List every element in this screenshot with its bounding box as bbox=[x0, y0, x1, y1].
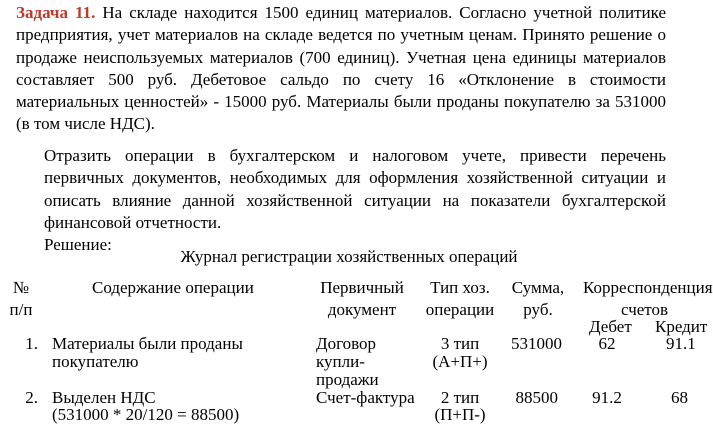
row-credit: 68 bbox=[671, 388, 688, 407]
header-corr-1: Корреспонденция bbox=[583, 278, 713, 297]
row-type-line-2: (П+П-) bbox=[434, 405, 486, 424]
header-num-2: п/п bbox=[9, 300, 33, 319]
journal-title: Журнал регистрации хозяйственных операций bbox=[180, 247, 518, 266]
row-sum: 88500 bbox=[515, 388, 558, 407]
row-doc-line-3: продажи bbox=[316, 370, 379, 389]
row-type-line-1: 3 тип bbox=[440, 334, 480, 353]
problem-text: На складе находится 1500 единиц материалов. Согласно учетной политике предприятия, учет материалов на складе ведется по учетным ценам. Принято решение о продаже неиспользуемых материалов (700 единиц). Учетная цена единицы материалов составляет 500 руб. Дебетовое сальдо по счету 16 «Отклонение в стоимости материальных ценностей» - 15000 руб. Материалы были проданы покупателю за 531000 (в том числе НДС). bbox=[16, 3, 666, 134]
header-credit: Кредит bbox=[655, 317, 708, 336]
instruction-text: Отразить операции в бухгалтерском и налоговом учете, привести перечень первичных документов, необходимых для оформления хозяйственной ситуации и описать влияние данной хозяйственной ситуации на показатели бухгалтерской финансовой отчетности. bbox=[44, 146, 666, 232]
row-num: 2. bbox=[25, 388, 38, 407]
row-content-line-1: Выделен НДС bbox=[52, 388, 156, 407]
row-debit: 62 bbox=[598, 334, 616, 353]
problem-label: Задача 11. bbox=[16, 3, 96, 22]
row-debit: 91.2 bbox=[592, 388, 622, 407]
header-sum-2: руб. bbox=[523, 300, 553, 319]
problem-statement bbox=[16, 2, 666, 136]
row-doc-line-1: Договор bbox=[316, 334, 377, 353]
row-type-line-1: 2 тип bbox=[440, 388, 480, 407]
solution-label: Решение: bbox=[44, 235, 112, 255]
row-doc-line-1: Счет-фактура bbox=[316, 388, 415, 407]
header-doc-1: Первичный bbox=[320, 278, 404, 297]
instruction-paragraph bbox=[16, 145, 666, 256]
header-doc-2: документ bbox=[327, 300, 397, 319]
row-credit: 91.1 bbox=[666, 334, 696, 353]
header-content: Содержание операции bbox=[92, 278, 254, 297]
row-sum: 531000 bbox=[511, 334, 562, 353]
header-sum-1: Сумма, bbox=[511, 278, 565, 297]
row-doc-line-2: купли- bbox=[316, 352, 365, 371]
row-type-line-2: (А+П+) bbox=[432, 352, 488, 371]
row-content-line-2: (531000 * 20/120 = 88500) bbox=[52, 405, 240, 424]
header-corr-2: счетов bbox=[621, 300, 669, 319]
row-content-line-2: покупателю bbox=[52, 352, 139, 371]
header-debit: Дебет bbox=[589, 317, 632, 336]
header-num-1: № bbox=[12, 278, 30, 297]
row-num: 1. bbox=[25, 334, 38, 353]
row-content-line-1: Материалы были проданы bbox=[52, 334, 243, 353]
header-type-1: Тип хоз. bbox=[430, 278, 490, 297]
header-type-2: операции bbox=[425, 300, 495, 319]
